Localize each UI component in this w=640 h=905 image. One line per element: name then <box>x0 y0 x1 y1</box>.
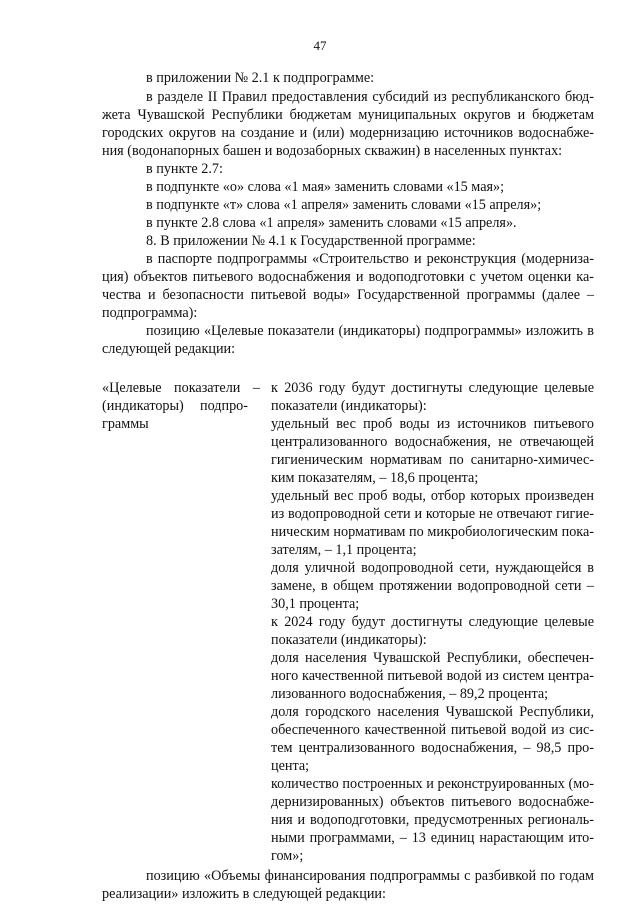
table-right-cell-line: ким показателям, – 18,6 процента; <box>271 470 479 486</box>
paragraph-line: чества и безопасности питьевой воды» Государственной программы (далее – <box>102 287 594 303</box>
table-right-cell-line: удельный вес проб воды, отбор которых произведен <box>271 488 594 504</box>
paragraph-line: в подпункте «т» слова «1 апреля» заменить словами «15 апреля»; <box>146 197 542 213</box>
table-right-cell-line: ния и водоподготовки, предусмотренных региональ- <box>271 812 594 828</box>
table-right-cell-line: замене, в общем протяжении водопроводной сети – <box>271 578 594 594</box>
paragraph-line: в подпункте «о» слова «1 мая» заменить словами «15 мая»; <box>146 179 505 195</box>
table-right-cell-line: дернизированных) объектов питьевого водоснабже- <box>271 794 594 810</box>
paragraph-line: в разделе II Правил предоставления субсидий из республиканского бюд- <box>146 89 594 105</box>
table-right-cell-line: цента; <box>271 758 310 774</box>
paragraph-line: городских округов на создание и (или) модернизацию источников водоснабже- <box>102 125 594 141</box>
table-right-cell-line: гом»; <box>271 848 304 864</box>
table-right-cell-line: обеспеченного качественной питьевой водой из сис- <box>271 722 594 738</box>
table-right-cell-line: ными программами, – 13 единиц нарастающим ито- <box>271 830 594 846</box>
table-right-cell-line: к 2036 году будут достигнуты следующие целевые <box>271 380 594 396</box>
paragraph-line: позицию «Объемы финансирования подпрограммы с разбивкой по годам <box>146 868 594 884</box>
paragraph-line: в паспорте подпрограммы «Строительство и реконструкция (модерниза- <box>146 251 594 267</box>
table-left-cell-line: граммы <box>102 416 149 432</box>
paragraph-line: реализации» изложить в следующей редакции: <box>102 886 386 902</box>
table-right-cell-line: из водопроводной сети и которые не отвечают гигие- <box>271 506 594 522</box>
table-right-cell-line: зателям, – 1,1 процента; <box>271 542 417 558</box>
table-right-cell-line: показатели (индикаторы): <box>271 398 427 414</box>
table-right-cell-line: количество построенных и реконструированных (мо- <box>271 776 594 792</box>
paragraph-line: в пункте 2.8 слова «1 апреля» заменить словами «15 апреля». <box>146 215 517 231</box>
table-right-cell-line: ническим нормативам по микробиологическим пока- <box>271 524 594 540</box>
table-left-cell-line: (индикаторы) подпро- <box>102 398 248 414</box>
table-right-cell-line: 30,1 процента; <box>271 596 360 612</box>
paragraph-line: ция) объектов питьевого водоснабжения и водоподготовки с учетом оценки ка- <box>102 269 594 285</box>
table-right-cell-line: лизованного водоснабжения, – 89,2 процента; <box>271 686 549 702</box>
table-right-cell-line: гигиеническим нормативам по санитарно-химичес- <box>271 452 594 468</box>
table-left-cell-line: «Целевые показатели – <box>102 380 260 396</box>
paragraph-line: жета Чувашской Республики бюджетам муниципальных округов и бюджетам <box>102 107 594 123</box>
table-right-cell-line: доля городского населения Чувашской Республики, <box>271 704 594 720</box>
paragraph-line: в приложении № 2.1 к подпрограмме: <box>146 70 375 86</box>
paragraph-line: ния (водонапорных башен и водозаборных скважин) в населенных пунктах: <box>102 143 563 159</box>
paragraph-line: следующей редакции: <box>102 341 236 357</box>
table-right-cell-line: доля населения Чувашской Республики, обеспечен- <box>271 650 594 666</box>
paragraph-line: подпрограмма): <box>102 305 198 321</box>
table-right-cell-line: централизованного водоснабжения, не отвечающей <box>271 434 594 450</box>
table-right-cell-line: показатели (индикаторы): <box>271 632 427 648</box>
paragraph-line: 8. В приложении № 4.1 к Государственной программе: <box>146 233 476 249</box>
table-right-cell-line: удельный вес проб воды из источников питьевого <box>271 416 594 432</box>
page-number: 47 <box>313 38 327 53</box>
paragraph-line: позицию «Целевые показатели (индикаторы) подпрограммы» изложить в <box>146 323 594 339</box>
paragraph-line: в пункте 2.7: <box>146 161 223 177</box>
table-right-cell-line: ного качественной питьевой водой из систем центра- <box>271 668 594 684</box>
table-right-cell-line: доля уличной водопроводной сети, нуждающейся в <box>271 560 594 576</box>
table-right-cell-line: тем централизованного водоснабжения, – 98,5 про- <box>271 740 594 756</box>
table-right-cell-line: к 2024 году будут достигнуты следующие целевые <box>271 614 594 630</box>
